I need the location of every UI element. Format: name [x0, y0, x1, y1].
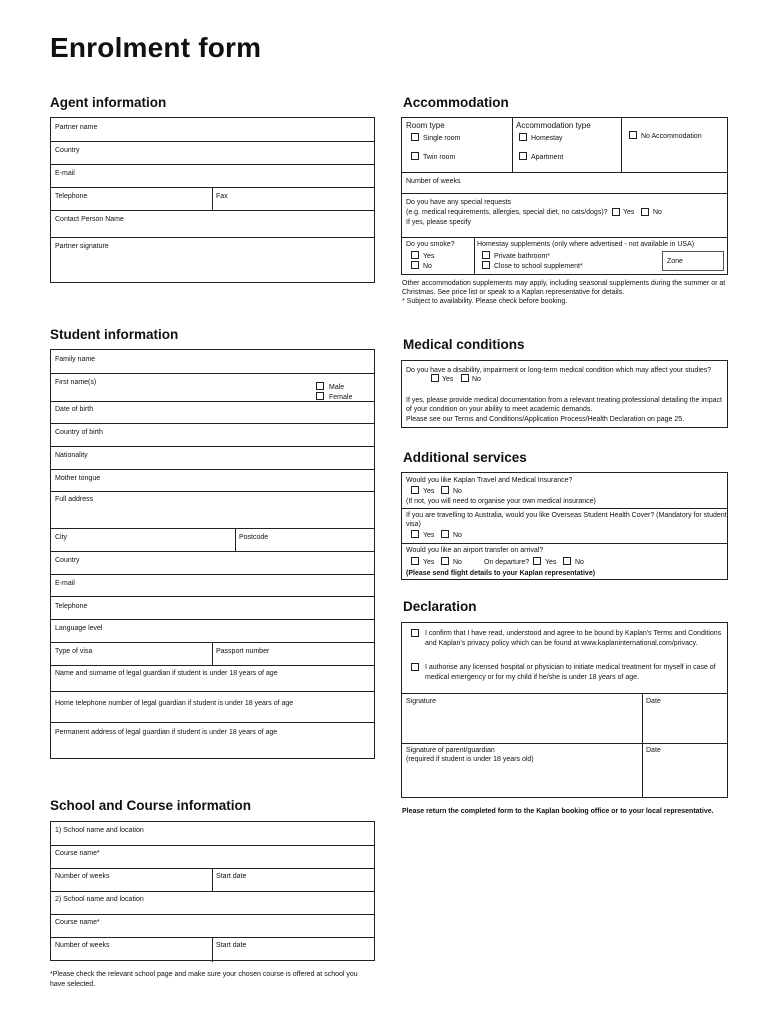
return-note: Please return the completed form to the Kaplan booking office or to your local representative. [402, 808, 714, 815]
postcode-label: Postcode [239, 534, 269, 541]
divider [51, 491, 374, 492]
course-name-2-label: Course name* [55, 919, 100, 926]
student-heading: Student information [50, 327, 179, 342]
date-of-birth-label: Date of birth [55, 406, 94, 413]
homestay-label: Homestay [531, 135, 563, 142]
special-requests-yes-checkbox[interactable] [612, 208, 620, 216]
insurance-question: Would you like Kaplan Travel and Medical Insurance? [406, 477, 573, 484]
divider [212, 937, 213, 962]
accommodation-heading: Accommodation [403, 95, 509, 110]
divider [51, 210, 374, 211]
declaration-heading: Declaration [403, 599, 477, 614]
special-requests-no-label: No [653, 209, 662, 216]
type-of-visa-label: Type of visa [55, 648, 93, 655]
school-heading: School and Course information [50, 798, 252, 813]
oshc-yes-checkbox[interactable] [411, 530, 419, 538]
city-label: City [55, 534, 68, 541]
weeks-1-label: Number of weeks [55, 873, 110, 880]
male-label: Male [329, 384, 345, 391]
course-name-1-label: Course name* [55, 850, 100, 857]
transfer-question: Would you like an airport transfer on arrival? [406, 547, 544, 554]
smoke-label: Do you smoke? [406, 241, 455, 248]
authorise-checkbox[interactable] [411, 663, 419, 671]
medical-table [401, 360, 728, 428]
insurance-yes-label: Yes [423, 488, 435, 495]
zone-field[interactable] [662, 251, 724, 271]
additional-table [401, 472, 728, 580]
arrival-yes-label: Yes [423, 559, 435, 566]
school-footnote-1: *Please check the relevant school page and make sure your chosen course is offered at school you [50, 971, 358, 978]
single-room-label: Single room [423, 135, 461, 142]
partner-signature-label: Partner signature [55, 243, 109, 250]
school-footnote-2: have selected. [50, 981, 96, 988]
accommodation-weeks-label: Number of weeks [406, 178, 461, 185]
apartment-label: Apartment [531, 154, 564, 161]
departure-no-checkbox[interactable] [563, 557, 571, 565]
supplements-label: Homestay supplements (only where advertised - not available in USA) [477, 241, 695, 248]
arrival-yes-checkbox[interactable] [411, 557, 419, 565]
smoke-yes-checkbox[interactable] [411, 251, 419, 259]
room-type-label: Room type [406, 121, 445, 130]
divider [51, 141, 374, 142]
accommodation-note-1: Other accommodation supplements may apply, including seasonal supplements during the summer or at [402, 280, 726, 287]
medical-no-checkbox[interactable] [461, 374, 469, 382]
start-date-1-label: Start date [216, 873, 247, 880]
agent-email-label: E-mail [55, 170, 75, 177]
parent-signature-label-2: (required if student is under 18 years old) [406, 756, 534, 763]
medical-text-3: Please see our Terms and Conditions/Application Process/Health Declaration on page 25. [406, 416, 685, 423]
divider [512, 118, 513, 172]
additional-heading: Additional services [403, 450, 527, 465]
special-requests-line-3: If yes, please specify [406, 219, 471, 226]
private-bathroom-checkbox[interactable] [482, 251, 490, 259]
divider [51, 619, 374, 620]
no-accommodation-checkbox[interactable] [629, 131, 637, 139]
partner-name-label: Partner name [55, 124, 98, 131]
school-table [50, 821, 375, 961]
divider [474, 237, 475, 275]
divider [51, 722, 374, 723]
accommodation-note-3: * Subject to availability. Please check before booking. [402, 298, 568, 305]
insurance-yes-checkbox[interactable] [411, 486, 419, 494]
homestay-checkbox[interactable] [519, 133, 527, 141]
nationality-label: Nationality [55, 452, 88, 459]
arrival-no-label: No [453, 559, 462, 566]
signature-date-label: Date [646, 698, 661, 705]
close-to-school-checkbox[interactable] [482, 261, 490, 269]
insurance-note: (If not, you will need to organise your own medical insurance) [406, 498, 596, 505]
divider [51, 373, 374, 374]
single-room-checkbox[interactable] [411, 133, 419, 141]
divider [402, 543, 727, 544]
medical-heading: Medical conditions [403, 337, 525, 352]
departure-no-label: No [575, 559, 584, 566]
divider [402, 237, 727, 238]
authorise-text-2: medical emergency or for my child if he/she is under 18 years of age. [425, 674, 639, 681]
smoke-no-checkbox[interactable] [411, 261, 419, 269]
smoke-yes-label: Yes [423, 253, 435, 260]
parent-date-label: Date [646, 747, 661, 754]
insurance-no-label: No [453, 488, 462, 495]
special-requests-line-1: Do you have any special requests [406, 199, 512, 206]
medical-text-1: If yes, please provide medical documentation from a relevant treating professional detailing the impact [406, 397, 722, 404]
divider [212, 868, 213, 891]
authorise-text-1: I authorise any licensed hospital or physician to initiate medical treatment for myself in case of [425, 664, 716, 671]
medical-yes-checkbox[interactable] [431, 374, 439, 382]
student-email-label: E-mail [55, 580, 75, 587]
school-2-label: 2) School name and location [55, 896, 144, 903]
divider [51, 401, 374, 402]
divider [51, 528, 374, 529]
medical-no-label: No [472, 376, 481, 383]
accommodation-type-label: Accommodation type [516, 121, 591, 130]
divider [212, 187, 213, 210]
departure-yes-checkbox[interactable] [533, 557, 541, 565]
divider [51, 469, 374, 470]
divider [642, 693, 643, 798]
oshc-no-label: No [453, 532, 462, 539]
divider [51, 574, 374, 575]
accommodation-table [401, 117, 728, 275]
divider [51, 164, 374, 165]
male-checkbox[interactable] [316, 382, 324, 390]
oshc-question-1: If you are travelling to Australia, would you like Overseas Student Health Cover? (Mandatory for student [406, 512, 727, 519]
agent-telephone-label: Telephone [55, 193, 88, 200]
divider [51, 665, 374, 666]
divider [51, 691, 374, 692]
divider [402, 743, 727, 744]
family-name-label: Family name [55, 356, 96, 363]
signature-label: Signature [406, 698, 436, 705]
passport-number-label: Passport number [216, 648, 270, 655]
divider [402, 172, 727, 173]
medical-text-2: of your condition on your ability to meet academic demands. [406, 406, 593, 413]
divider [51, 237, 374, 238]
divider [51, 551, 374, 552]
no-accommodation-label: No Accommodation [641, 133, 702, 140]
divider [235, 528, 236, 551]
divider [51, 596, 374, 597]
medical-yes-label: Yes [442, 376, 454, 383]
permanent-address-label: Permanent address of legal guardian if student is under 18 years of age [55, 729, 278, 736]
contact-person-label: Contact Person Name [55, 216, 124, 223]
divider [402, 693, 727, 694]
close-to-school-label: Close to school supplement* [494, 263, 583, 270]
special-requests-yes-label: Yes [623, 209, 635, 216]
confirm-text-1: I confirm that I have read, understood and agree to be bound by Kaplan's Terms and Conditions [425, 630, 722, 637]
page-title: Enrolment form [50, 32, 262, 63]
student-country-label: Country [55, 557, 80, 564]
declaration-table [401, 622, 728, 798]
female-label: Female [329, 394, 353, 401]
divider [402, 508, 727, 509]
guardian-name-label: Name and surname of legal guardian if student is under 18 years of age [55, 670, 278, 677]
private-bathroom-label: Private bathroom* [494, 253, 551, 260]
apartment-checkbox[interactable] [519, 152, 527, 160]
full-address-label: Full address [55, 496, 94, 503]
student-telephone-label: Telephone [55, 603, 88, 610]
first-names-label: First name(s) [55, 379, 97, 386]
divider [51, 446, 374, 447]
flight-note: (Please send flight details to your Kaplan representative) [406, 570, 596, 577]
country-of-birth-label: Country of birth [55, 429, 103, 436]
student-table [50, 349, 375, 759]
agent-country-label: Country [55, 147, 80, 154]
zone-label: Zone [667, 258, 683, 265]
on-departure-label: On departure? [484, 559, 530, 566]
parent-signature-label-1: Signature of parent/guardian [406, 747, 495, 754]
divider [51, 914, 374, 915]
medical-question: Do you have a disability, impairment or long-term medical condition which may affect your studies? [406, 367, 712, 374]
departure-yes-label: Yes [545, 559, 557, 566]
language-level-label: Language level [55, 625, 103, 632]
arrival-no-checkbox[interactable] [441, 557, 449, 565]
weeks-2-label: Number of weeks [55, 942, 110, 949]
start-date-2-label: Start date [216, 942, 247, 949]
mother-tongue-label: Mother tongue [55, 475, 101, 482]
special-requests-no-checkbox[interactable] [641, 208, 649, 216]
agent-table [50, 117, 375, 283]
accommodation-note-2: Christmas. See price list or speak to a Kaplan representative for details. [402, 289, 625, 296]
twin-room-checkbox[interactable] [411, 152, 419, 160]
confirm-text-2: and Kaplan's privacy policy which can be found at www.kaplaninternational.com/privacy. [425, 640, 698, 647]
twin-room-label: Twin room [423, 154, 456, 161]
divider [51, 845, 374, 846]
divider [51, 423, 374, 424]
female-checkbox[interactable] [316, 392, 324, 400]
agent-fax-label: Fax [216, 193, 228, 200]
divider [212, 642, 213, 665]
smoke-no-label: No [423, 263, 432, 270]
school-1-label: 1) School name and location [55, 827, 144, 834]
home-telephone-label: Home telephone number of legal guardian if student is under 18 years of age [55, 700, 294, 707]
oshc-question-2: visa) [406, 521, 421, 528]
insurance-no-checkbox[interactable] [441, 486, 449, 494]
agent-heading: Agent information [50, 95, 167, 110]
confirm-checkbox[interactable] [411, 629, 419, 637]
divider [402, 193, 727, 194]
oshc-no-checkbox[interactable] [441, 530, 449, 538]
oshc-yes-label: Yes [423, 532, 435, 539]
special-requests-line-2: (e.g. medical requirements, allergies, special diet, no cats/dogs)? [406, 209, 608, 216]
divider [51, 891, 374, 892]
divider [621, 118, 622, 172]
